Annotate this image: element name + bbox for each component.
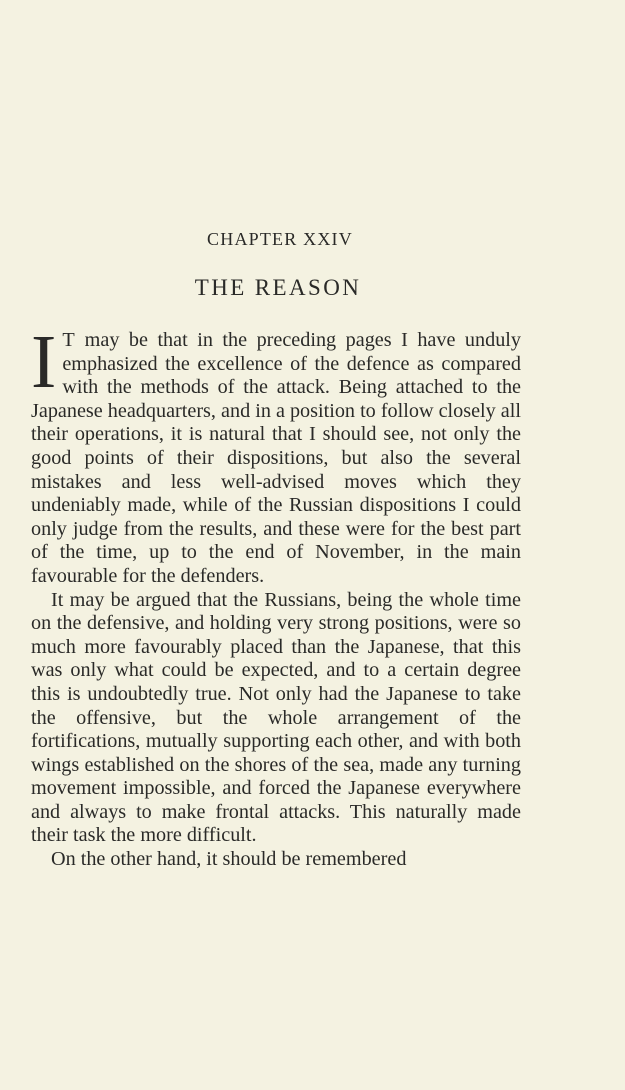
paragraph-1-text: may be that in the preceding pages I have unduly emphasized the excellence of the defence as compared with the methods of the attack. Being attached to the Japanese headquarters, and in a position to follow closely all their operations, it is natural that I should see, not only the good points of their dispositions, but also the several mistakes and less well-advised moves which they undeniably made, while of the Russian dispositions I could only judge from the results, and these were for the best part of the time, up to the end of November, in the main favourable for the defenders. [31, 329, 521, 587]
drop-cap: I [31, 320, 57, 404]
paragraph-3: On the other hand, it should be remembered [51, 848, 407, 871]
paragraph-2: It may be argued that the Russians, being the whole time on the defensive, and holding very strong positions, were so much more favourably placed than the Japanese, that this was only what could be expected, and to a certain degree this is undoubtedly true. Not only had the Japanese to take the offensive, but the whole arrangement of the fortifications, mutually supporting each other, and with both wings established on the shores of the sea, made any turning movement impossible, and forced the Japanese everywhere and always to make frontal attacks. This naturally made their task the more difficult. [31, 588, 521, 847]
paragraph-1 [31, 320, 521, 589]
chapter-body [31, 320, 521, 872]
chapter-number: CHAPTER XXIV [207, 229, 353, 249]
chapter-title: THE REASON [194, 275, 362, 300]
first-word-rest: T [62, 329, 76, 351]
